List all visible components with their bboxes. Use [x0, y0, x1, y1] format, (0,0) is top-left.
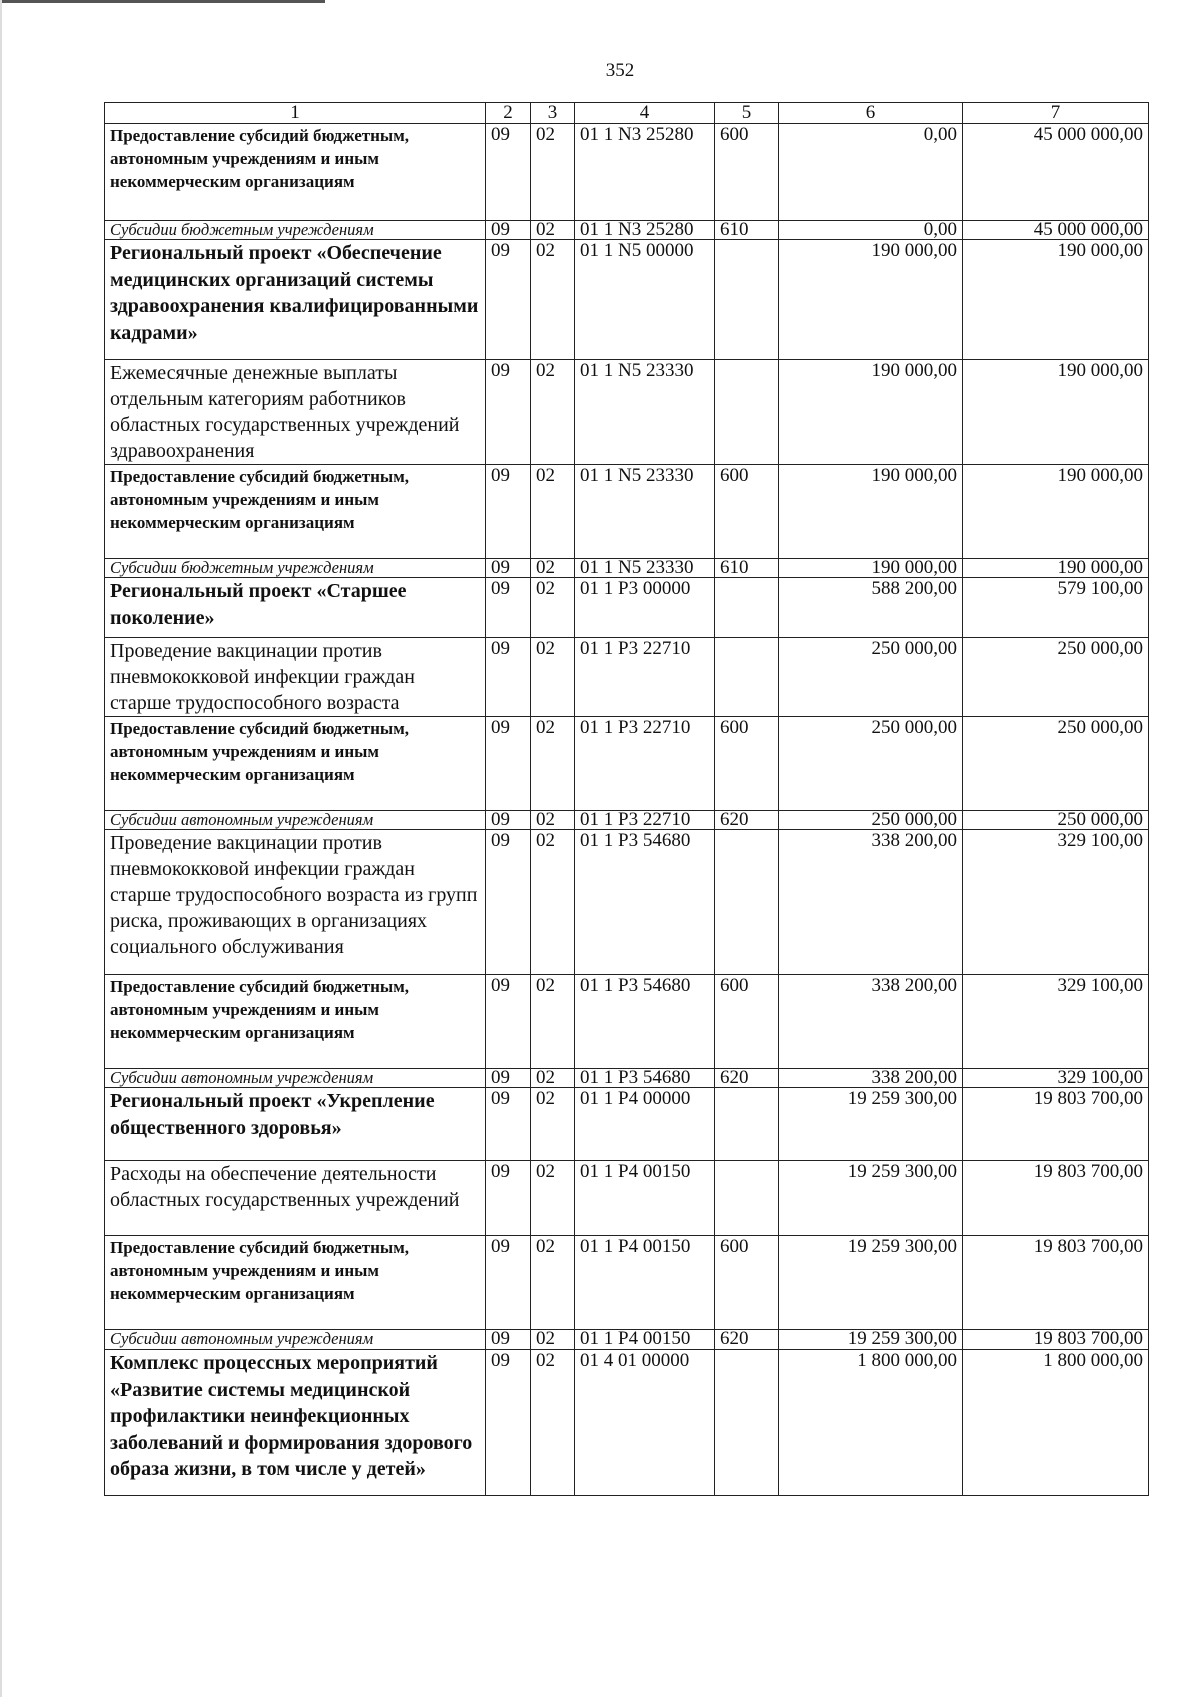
expense-type-cell: 600	[715, 465, 779, 559]
amount-year2-cell: 45 000 000,00	[963, 221, 1149, 240]
section-code-cell: 09	[486, 717, 531, 811]
amount-year1-cell: 338 200,00	[779, 1069, 963, 1088]
amount-year1-cell: 250 000,00	[779, 638, 963, 717]
target-article-cell: 01 4 01 00000	[575, 1350, 715, 1496]
subsection-code-cell: 02	[531, 811, 575, 830]
section-code-cell: 09	[486, 221, 531, 240]
amount-year1-cell: 19 259 300,00	[779, 1088, 963, 1161]
header-cell: 2	[486, 103, 531, 124]
target-article-cell: 01 1 P4 00150	[575, 1330, 715, 1350]
header-row	[105, 103, 1149, 124]
target-article-cell: 01 1 N5 23330	[575, 559, 715, 578]
target-article-cell: 01 1 P4 00150	[575, 1161, 715, 1236]
table-row	[105, 360, 1149, 465]
amount-year2-cell: 45 000 000,00	[963, 124, 1149, 221]
amount-year1-cell: 338 200,00	[779, 830, 963, 975]
amount-year1-cell: 190 000,00	[779, 465, 963, 559]
target-article-cell: 01 1 P4 00000	[575, 1088, 715, 1161]
row-name-cell: Проведение вакцинации против пневмококковой инфекции граждан старше трудоспособного возраста	[105, 638, 486, 717]
table-row	[105, 221, 1149, 240]
amount-year1-cell: 190 000,00	[779, 360, 963, 465]
subsection-code-cell: 02	[531, 717, 575, 811]
subsection-code-cell: 02	[531, 578, 575, 638]
target-article-cell: 01 1 N5 23330	[575, 465, 715, 559]
scan-edge-mark	[0, 0, 325, 3]
target-article-cell: 01 1 P3 54680	[575, 830, 715, 975]
table-row	[105, 638, 1149, 717]
row-name-cell: Региональный проект «Старшее поколение»	[105, 578, 486, 638]
table-row	[105, 1236, 1149, 1330]
amount-year2-cell: 250 000,00	[963, 717, 1149, 811]
expense-type-cell	[715, 240, 779, 360]
table-row	[105, 811, 1149, 830]
scan-edge-shadow	[0, 0, 2, 1697]
expense-type-cell: 620	[715, 1330, 779, 1350]
row-name-cell: Субсидии бюджетным учреждениям	[105, 559, 486, 578]
section-code-cell: 09	[486, 1330, 531, 1350]
subsection-code-cell: 02	[531, 1088, 575, 1161]
row-name-cell: Предоставление субсидий бюджетным, автономным учреждениям и иным некоммерческим организациям	[105, 465, 486, 559]
header-cell: 7	[963, 103, 1149, 124]
table-row	[105, 124, 1149, 221]
target-article-cell: 01 1 N5 00000	[575, 240, 715, 360]
amount-year1-cell: 19 259 300,00	[779, 1330, 963, 1350]
section-code-cell: 09	[486, 1350, 531, 1496]
subsection-code-cell: 02	[531, 1330, 575, 1350]
amount-year1-cell: 190 000,00	[779, 240, 963, 360]
table-body	[105, 124, 1149, 1496]
amount-year1-cell: 338 200,00	[779, 975, 963, 1069]
target-article-cell: 01 1 N3 25280	[575, 221, 715, 240]
table-row	[105, 240, 1149, 360]
expense-type-cell	[715, 1161, 779, 1236]
amount-year2-cell: 329 100,00	[963, 1069, 1149, 1088]
section-code-cell: 09	[486, 1161, 531, 1236]
section-code-cell: 09	[486, 360, 531, 465]
amount-year2-cell: 19 803 700,00	[963, 1161, 1149, 1236]
row-name-cell: Субсидии автономным учреждениям	[105, 1069, 486, 1088]
amount-year1-cell: 190 000,00	[779, 559, 963, 578]
row-name-cell: Региональный проект «Укрепление общественного здоровья»	[105, 1088, 486, 1161]
table-row	[105, 975, 1149, 1069]
target-article-cell: 01 1 P4 00150	[575, 1236, 715, 1330]
table-row	[105, 717, 1149, 811]
row-name-cell: Предоставление субсидий бюджетным, автономным учреждениям и иным некоммерческим организациям	[105, 975, 486, 1069]
row-name-cell: Ежемесячные денежные выплаты отдельным категориям работников областных государственных учреждений здравоохранения	[105, 360, 486, 465]
row-name-cell: Предоставление субсидий бюджетным, автономным учреждениям и иным некоммерческим организациям	[105, 717, 486, 811]
subsection-code-cell: 02	[531, 465, 575, 559]
target-article-cell: 01 1 N3 25280	[575, 124, 715, 221]
amount-year2-cell: 190 000,00	[963, 559, 1149, 578]
expense-type-cell	[715, 830, 779, 975]
subsection-code-cell: 02	[531, 1069, 575, 1088]
section-code-cell: 09	[486, 124, 531, 221]
table-row	[105, 578, 1149, 638]
header-cell: 4	[575, 103, 715, 124]
subsection-code-cell: 02	[531, 1350, 575, 1496]
amount-year1-cell: 250 000,00	[779, 717, 963, 811]
expense-type-cell: 620	[715, 811, 779, 830]
row-name-cell: Субсидии автономным учреждениям	[105, 1330, 486, 1350]
amount-year1-cell: 19 259 300,00	[779, 1236, 963, 1330]
expense-type-cell: 600	[715, 124, 779, 221]
table-row	[105, 465, 1149, 559]
page-number: 352	[605, 60, 635, 81]
expense-type-cell: 610	[715, 559, 779, 578]
table-row	[105, 1069, 1149, 1088]
subsection-code-cell: 02	[531, 559, 575, 578]
subsection-code-cell: 02	[531, 638, 575, 717]
section-code-cell: 09	[486, 559, 531, 578]
row-name-cell: Субсидии автономным учреждениям	[105, 811, 486, 830]
subsection-code-cell: 02	[531, 124, 575, 221]
amount-year1-cell: 250 000,00	[779, 811, 963, 830]
table-row	[105, 830, 1149, 975]
subsection-code-cell: 02	[531, 975, 575, 1069]
expense-type-cell: 600	[715, 717, 779, 811]
expense-type-cell: 600	[715, 975, 779, 1069]
amount-year2-cell: 1 800 000,00	[963, 1350, 1149, 1496]
section-code-cell: 09	[486, 1236, 531, 1330]
section-code-cell: 09	[486, 830, 531, 975]
row-name-cell: Субсидии бюджетным учреждениям	[105, 221, 486, 240]
subsection-code-cell: 02	[531, 360, 575, 465]
row-name-cell: Расходы на обеспечение деятельности областных государственных учреждений	[105, 1161, 486, 1236]
row-name-cell: Комплекс процессных мероприятий «Развитие системы медицинской профилактики неинфекционных заболеваний и формирования здорового образа жизни, в том числе у детей»	[105, 1350, 486, 1496]
row-name-cell: Предоставление субсидий бюджетным, автономным учреждениям и иным некоммерческим организациям	[105, 124, 486, 221]
section-code-cell: 09	[486, 465, 531, 559]
target-article-cell: 01 1 P3 54680	[575, 975, 715, 1069]
subsection-code-cell: 02	[531, 240, 575, 360]
expense-type-cell: 620	[715, 1069, 779, 1088]
row-name-cell: Проведение вакцинации против пневмококковой инфекции граждан старше трудоспособного возраста из групп риска, проживающих в организациях социального обслуживания	[105, 830, 486, 975]
expense-type-cell	[715, 1350, 779, 1496]
table-row	[105, 1330, 1149, 1350]
budget-table	[104, 102, 1149, 1496]
table-row	[105, 559, 1149, 578]
target-article-cell: 01 1 P3 00000	[575, 578, 715, 638]
subsection-code-cell: 02	[531, 221, 575, 240]
target-article-cell: 01 1 N5 23330	[575, 360, 715, 465]
target-article-cell: 01 1 P3 22710	[575, 717, 715, 811]
amount-year2-cell: 190 000,00	[963, 360, 1149, 465]
amount-year1-cell: 0,00	[779, 124, 963, 221]
amount-year2-cell: 329 100,00	[963, 975, 1149, 1069]
section-code-cell: 09	[486, 638, 531, 717]
row-name-cell: Региональный проект «Обеспечение медицинских организаций системы здравоохранения квалифицированными кадрами»	[105, 240, 486, 360]
section-code-cell: 09	[486, 975, 531, 1069]
amount-year2-cell: 19 803 700,00	[963, 1088, 1149, 1161]
section-code-cell: 09	[486, 1069, 531, 1088]
amount-year1-cell: 0,00	[779, 221, 963, 240]
section-code-cell: 09	[486, 240, 531, 360]
expense-type-cell: 600	[715, 1236, 779, 1330]
expense-type-cell	[715, 1088, 779, 1161]
expense-type-cell	[715, 578, 779, 638]
target-article-cell: 01 1 P3 22710	[575, 638, 715, 717]
subsection-code-cell: 02	[531, 1236, 575, 1330]
table-row	[105, 1088, 1149, 1161]
amount-year1-cell: 1 800 000,00	[779, 1350, 963, 1496]
expense-type-cell	[715, 638, 779, 717]
expense-type-cell: 610	[715, 221, 779, 240]
row-name-cell: Предоставление субсидий бюджетным, автономным учреждениям и иным некоммерческим организациям	[105, 1236, 486, 1330]
header-cell: 1	[105, 103, 486, 124]
amount-year2-cell: 250 000,00	[963, 638, 1149, 717]
table-row	[105, 1161, 1149, 1236]
subsection-code-cell: 02	[531, 830, 575, 975]
amount-year2-cell: 250 000,00	[963, 811, 1149, 830]
amount-year2-cell: 329 100,00	[963, 830, 1149, 975]
target-article-cell: 01 1 P3 54680	[575, 1069, 715, 1088]
amount-year2-cell: 579 100,00	[963, 578, 1149, 638]
section-code-cell: 09	[486, 578, 531, 638]
header-cell: 5	[715, 103, 779, 124]
amount-year1-cell: 588 200,00	[779, 578, 963, 638]
header-cell: 6	[779, 103, 963, 124]
target-article-cell: 01 1 P3 22710	[575, 811, 715, 830]
amount-year1-cell: 19 259 300,00	[779, 1161, 963, 1236]
subsection-code-cell: 02	[531, 1161, 575, 1236]
section-code-cell: 09	[486, 1088, 531, 1161]
amount-year2-cell: 190 000,00	[963, 240, 1149, 360]
amount-year2-cell: 19 803 700,00	[963, 1236, 1149, 1330]
expense-type-cell	[715, 360, 779, 465]
table-row	[105, 1350, 1149, 1496]
header-cell: 3	[531, 103, 575, 124]
section-code-cell: 09	[486, 811, 531, 830]
amount-year2-cell: 190 000,00	[963, 465, 1149, 559]
amount-year2-cell: 19 803 700,00	[963, 1330, 1149, 1350]
